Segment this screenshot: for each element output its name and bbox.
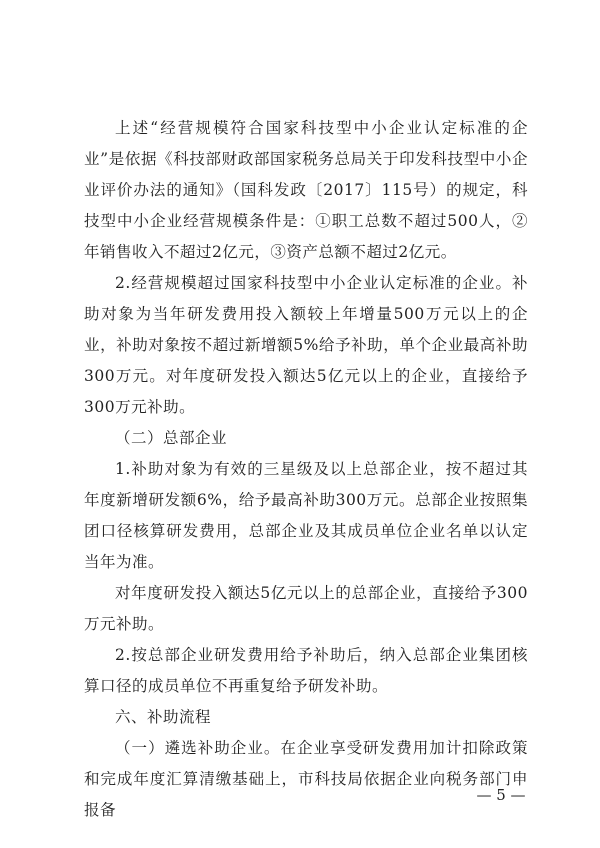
- body-text: [84, 113, 528, 826]
- section-heading-subsidy-process: 六、补助流程: [115, 708, 212, 726]
- paragraph-scale-definition: 上述“经营规模符合国家科技型中小企业认定标准的企业”是依据《科技部财政部国家税务总局关于印发科技型中小企业评价办法的通知》（国科发政〔2017〕115号）的规定，科技型中小企业经营规模条件是：①职工总数不超过500人，②年销售收入不超过2亿元，③资产总额不超过2亿元。: [84, 119, 528, 261]
- paragraph-headquarters-subsidy: 1.补助对象为有效的三星级及以上总部企业，按不超过其年度新增研发额6%，给予最高补助300万元。总部企业按照集团口径核算研发费用，总部企业及其成员单位企业名单以认定当年为准。: [84, 460, 528, 571]
- paragraph-select-enterprises: （一）遴选补助企业。在企业享受研发费用加计扣除政策和完成年度汇算清缴基础上，市科技局依据企业向税务部门申报备: [84, 739, 528, 819]
- page-number: — 5 —: [476, 786, 526, 804]
- paragraph-no-duplicate-subsidy: 2.按总部企业研发费用给予补助后，纳入总部企业集团核算口径的成员单位不再重复给予研发补助。: [84, 646, 528, 695]
- paragraph-headquarters-direct-subsidy: 对年度研发投入额达5亿元以上的总部企业，直接给予300万元补助。: [84, 584, 528, 633]
- paragraph-large-enterprise-subsidy: 2.经营规模超过国家科技型中小企业认定标准的企业。补助对象为当年研发费用投入额较上年增量500万元以上的企业，补助对象按不超过新增额5%给予补助，单个企业最高补助300万元。对年度研发投入额达5亿元以上的企业，直接给予300万元补助。: [84, 274, 528, 416]
- section-heading-headquarters: （二）总部企业: [115, 429, 228, 447]
